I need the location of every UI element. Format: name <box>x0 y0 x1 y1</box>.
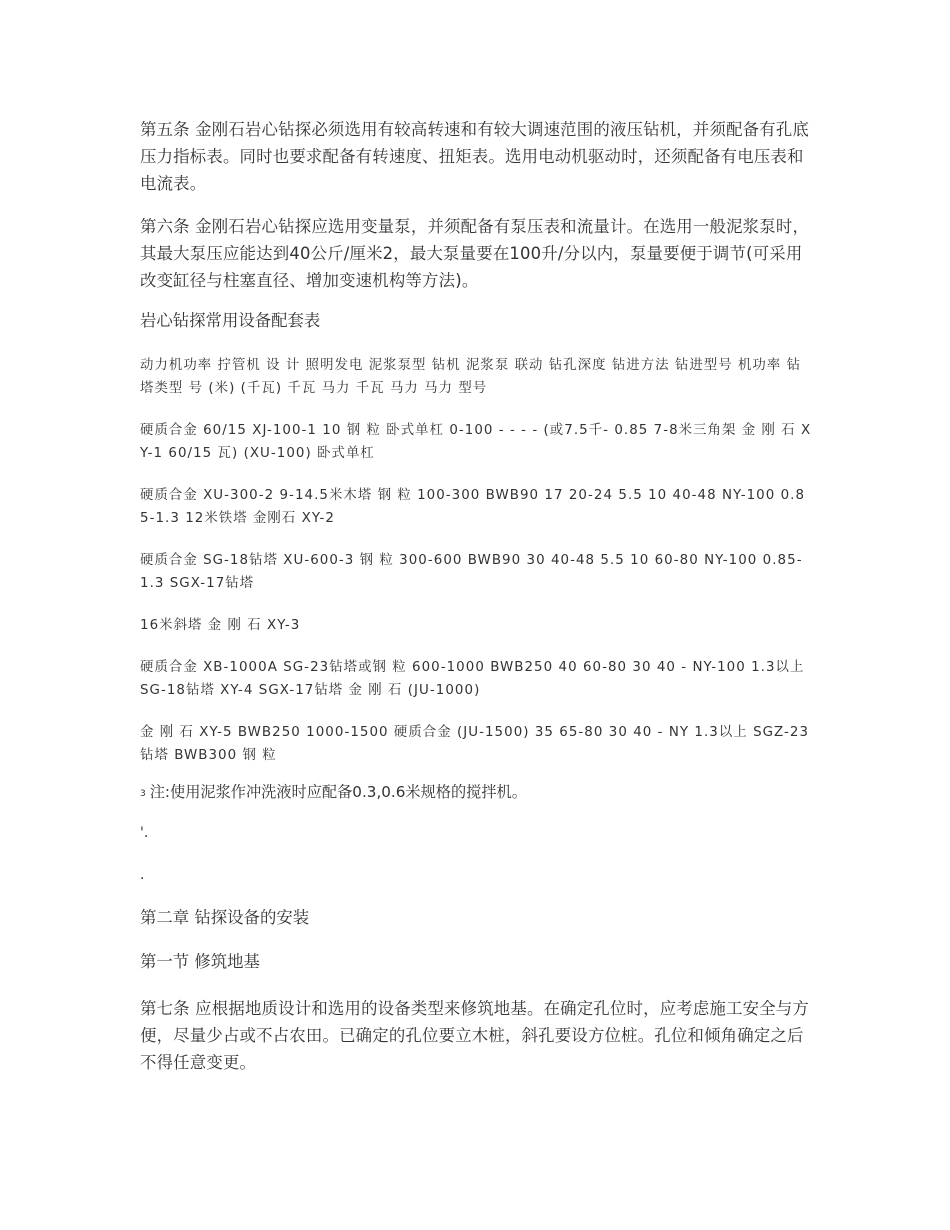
table-note <box>140 781 812 805</box>
stray-mark: '. <box>140 825 149 841</box>
document-page <box>140 116 812 1092</box>
table-row: 16米斜塔 金 刚 石 XY-3 <box>140 618 301 633</box>
article-6-paragraph: 第六条 金刚石岩心钻探应选用变量泵，并须配备有泵压表和流量计。在选用一般泥浆泵时，其最大泵压应能达到40公斤/厘米2，最大泵量要在100升/分以内，泵量要便于调节(可采用改变缸径与柱塞直径、增加变速机构等方法)。 <box>140 217 810 290</box>
table-title: 岩心钻探常用设备配套表 <box>140 311 321 330</box>
stray-mark: . <box>140 867 145 883</box>
note-marker: 3 <box>140 789 146 799</box>
note-text: 注:使用泥浆作冲洗液时应配备0.3,0.6米规格的搅拌机。 <box>149 783 527 801</box>
table-row: 硬质合金 XU-300-2 9-14.5米木塔 钢 粒 100-300 BWB90 17 20-24 5.5 10 40-48 NY-100 0.85-1.3 12米铁塔 金刚石 XY-2 <box>140 488 806 526</box>
chapter-title: 第二章 钻探设备的安装 <box>140 908 310 927</box>
article-5-paragraph: 第五条 金刚石岩心钻探必须选用有较高转速和有较大调速范围的液压钻机，并须配备有孔底压力指标表。同时也要求配备有转速度、扭矩表。选用电动机驱动时，还须配备有电压表和电流表。 <box>140 120 810 193</box>
table-row: 硬质合金 SG-18钻塔 XU-600-3 钢 粒 300-600 BWB90 30 40-48 5.5 10 60-80 NY-100 0.85-1.3 SGX-17钻塔 <box>140 553 803 591</box>
article-7-paragraph: 第七条 应根据地质设计和选用的设备类型来修筑地基。在确定孔位时，应考虑施工安全与方便，尽量少占或不占农田。已确定的孔位要立木桩，斜孔要设方位桩。孔位和倾角确定之后不得任意变更。 <box>140 999 810 1072</box>
table-header-row: 动力机功率 拧管机 设 计 照明发电 泥浆泵型 钻机 泥浆泵 联动 钻孔深度 钻进方法 钻进型号 机功率 钻塔类型 号 (米) (千瓦) 千瓦 马力 千瓦 马力 马力 型号 <box>140 358 802 396</box>
table-row: 金 刚 石 XY-5 BWB250 1000-1500 硬质合金 (JU-1500) 35 65-80 30 40 - NY 1.3以上 SGZ-23钻塔 BWB300 钢 粒 <box>140 725 810 763</box>
table-row: 硬质合金 60/15 XJ-100-1 10 钢 粒 卧式单杠 0-100 - - - - (或7.5千- 0.85 7-8米三角架 金 刚 石 XY-1 60/15 瓦) (XU-100) 卧式单杠 <box>140 423 812 461</box>
table-row: 硬质合金 XB-1000A SG-23钻塔或钢 粒 600-1000 BWB250 40 60-80 30 40 - NY-100 1.3以上 SG-18钻塔 XY-4 SGX-17钻塔 金 刚 石 (JU-1000) <box>140 660 805 698</box>
section-title: 第一节 修筑地基 <box>140 952 260 971</box>
